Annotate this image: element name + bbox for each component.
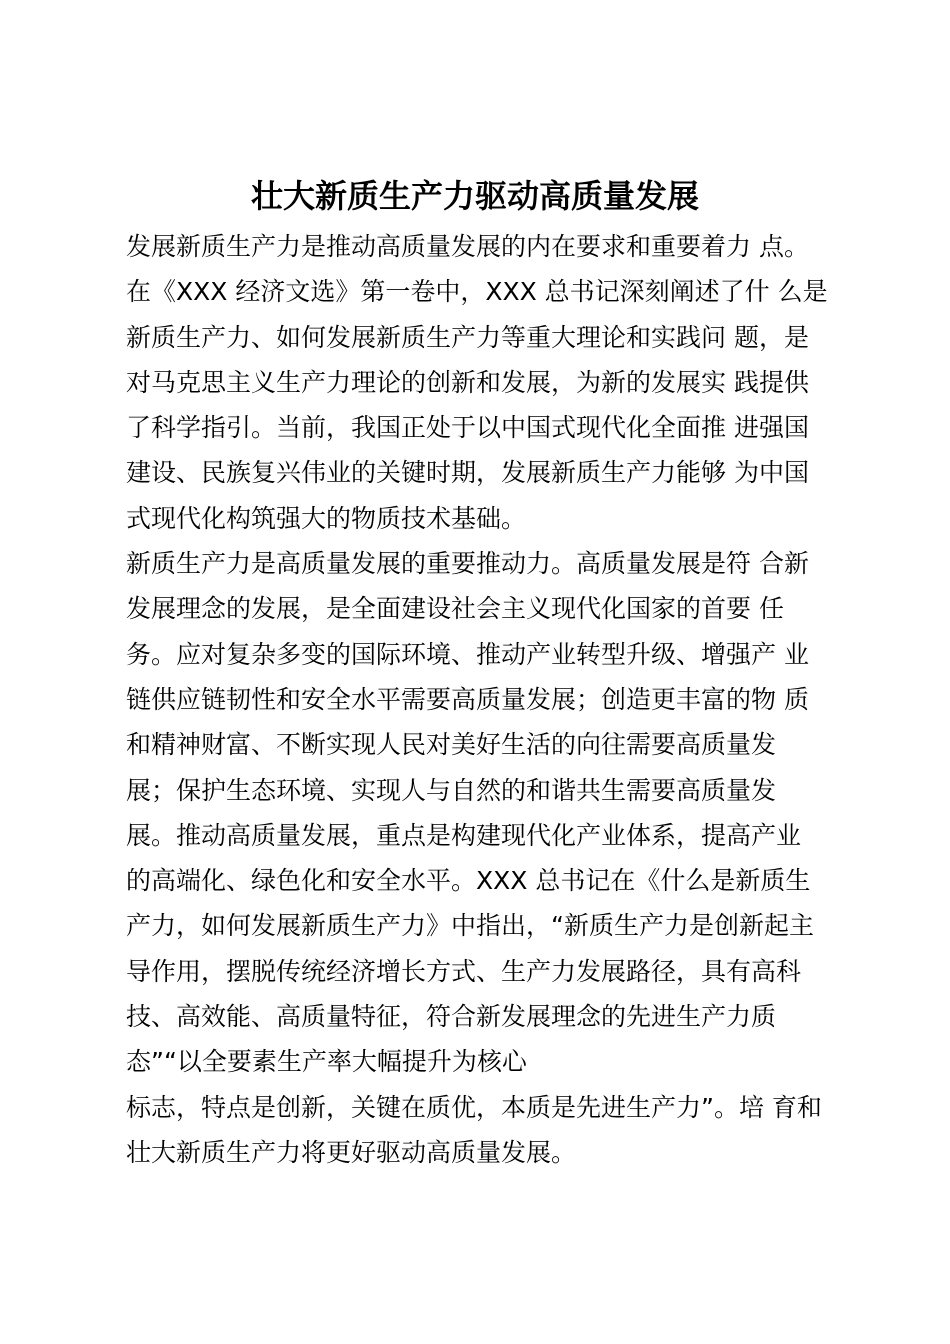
paragraph-line: 导作用，摆脱传统经济增长方式、生产力发展路径，具有高科 [126, 956, 802, 986]
document-title: 壮大新质生产力驱动高质量发展 [250, 177, 699, 215]
paragraph-line: 业链供应链韧性和安全水平需要高质量发展；创造更丰富的物 [126, 639, 809, 714]
paragraph-line: 合新发展理念的发展，是全面建设社会主义现代化国家的首要 [126, 549, 809, 624]
paragraph-line: 践提供了科学指引。当前，我国正处于以中国式现代化全面推 [126, 367, 809, 443]
paragraph-line: 展。推动高质量发展，重点是构建现代化产业体系，提高产业 [126, 820, 802, 850]
paragraph-line: 态”“以全要素生产率大幅提升为核心 [126, 1047, 527, 1077]
paragraph [126, 541, 832, 1085]
paragraph [126, 1085, 832, 1176]
paragraph-line: 么是新质生产力、如何发展新质生产力等重大理论和实践问 [126, 277, 828, 352]
paragraph-line: 题，是对马克思主义生产力理论的创新和发展，为新的发展实 [126, 322, 809, 397]
paragraph-line: 育和壮大新质生产力将更好驱动高质量发展。 [126, 1092, 822, 1167]
paragraph-line: 产力，如何发展新质生产力》中指出，“新质生产力是创新起主 [126, 911, 814, 941]
paragraph-line: 技、高效能、高质量特征，符合新发展理念的先进生产力质 [126, 1002, 777, 1032]
paragraph-line: 发展新质生产力是推动高质量发展的内在要求和重要着力 [126, 232, 752, 261]
paragraph-line: 的高端化、绿色化和安全水平。XXX 总书记在《什么是新质生 [126, 866, 811, 896]
paragraph-line: 质和精神财富、不断实现人民对美好生活的向往需要高质量发 [126, 684, 809, 760]
paragraph-line: 任务。应对复杂多变的国际环境、推动产业转型升级、增强产 [126, 594, 784, 669]
paragraph-line: 进强国建设、民族复兴伟业的关键时期，发展新质生产力能够 [126, 413, 809, 488]
document-body [126, 224, 832, 1175]
paragraph-line: 点。在《XXX 经济文选》第一卷中，XXX 总书记深刻阐述了什 [126, 232, 809, 307]
paragraph-line: 标志，特点是创新，关键在质优，本质是先进生产力”。培 [126, 1092, 764, 1122]
paragraph-line: 展；保护生态环境、实现人与自然的和谐共生需要高质量发 [126, 775, 777, 805]
paragraph-line: 为中国式现代化构筑强大的物质技术基础。 [126, 458, 809, 533]
paragraph [126, 224, 832, 541]
paragraph-line: 新质生产力是高质量发展的重要推动力。高质量发展是符 [126, 549, 752, 579]
